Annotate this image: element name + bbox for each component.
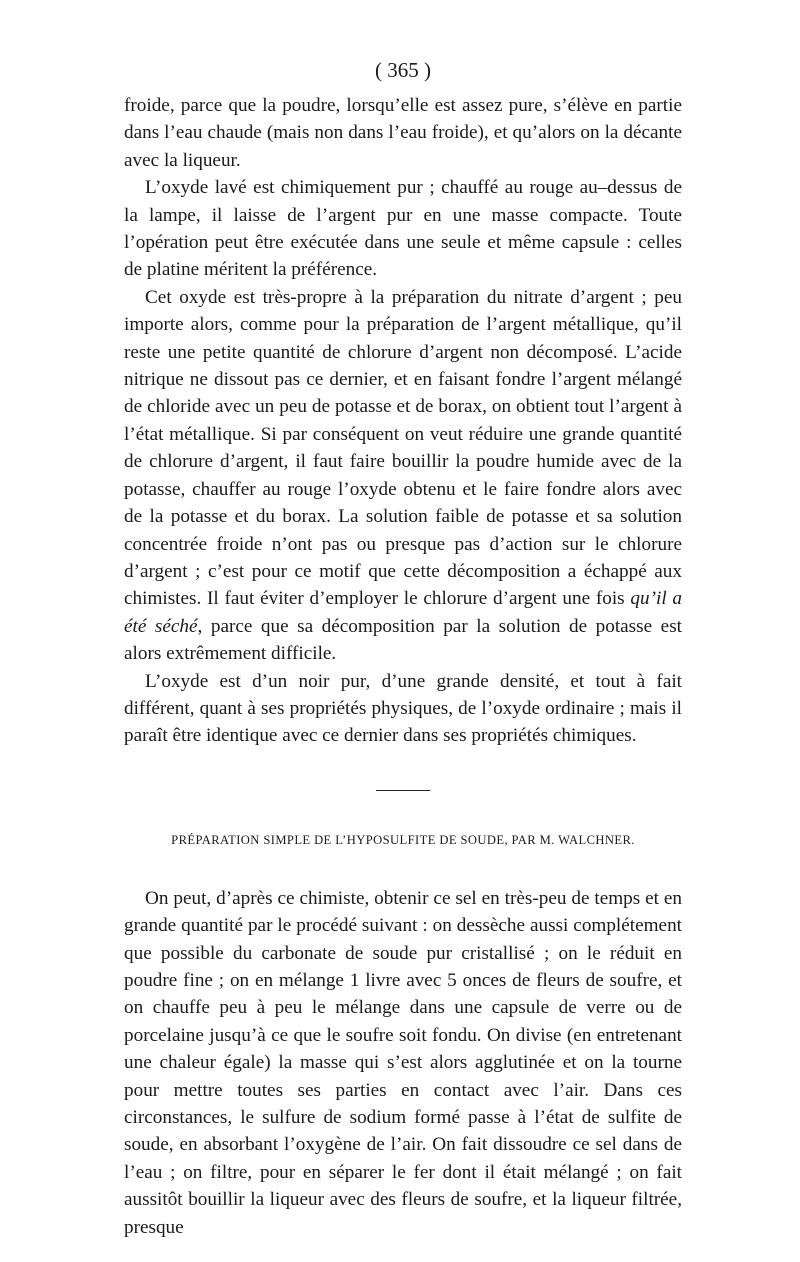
paragraph-hyposulfite-method: On peut, d’après ce chimiste, obtenir ce sel en très-peu de temps et en grande quantité par le procédé suivant : on dessèche aussi complétement que possible du carbonate de soude pur cristallisé ; on le réduit en poudre fine ; on en mélange 1 livre avec 5 onces de fleurs de soufre, et on chauffe peu à peu le mélange dans une capsule de verre ou de porcelaine jusqu’à ce que le soufre soit fondu. On divise (en entretenant une chaleur égale) la masse qui s’est alors agglutinée et on la tourne pour mettre toutes ses parties en contact avec l’air. Dans ces circonstances, le sulfure de sodium formé passe à l’état de sulfite de soude, en absorbant l’oxygène de l’air. On fait dissoudre ce sel dans de l’eau ; on filtre, pour en séparer le fer dont il était mélangé ; on fait aussitôt bouillir la liqueur avec des fleurs de soufre, et la liqueur filtrée, presque <box>124 887 682 1238</box>
page-number: ( 365 ) <box>375 58 431 82</box>
paragraph-nitrate-preparation <box>124 284 682 668</box>
paragraph-text: Cet oxyde est très-propre à la préparation du nitrate d’argent ; peu importe alors, comme pour la préparation de l’argent métallique, qu’il reste une petite quantité de chlorure d’argent non décomposé. L’acide nitrique ne dissout pas ce dernier, et en faisant fondre l’argent mélangé de chloride avec un peu de potasse et de borax, on obtient tout l’argent à l’état métallique. Si par conséquent on veut réduire une grande quantité de chlorure d’argent, il faut faire bouillir la poudre humide avec de la potasse, chauffer au rouge l’oxyde obtenu et le faire fondre alors avec de la potasse et du borax. La solution faible de potasse et sa solution concentrée froide n’ont pas ou presque pas d’action sur le chlorure d’argent ; c’est pour ce motif que cette décomposition a échappé aux chimistes. Il faut éviter d’employer le chlorure d’argent une fois <box>124 286 682 610</box>
paragraph-oxide-purity: L’oxyde lavé est chimiquement pur ; chauffé au rouge au–dessus de la lampe, il laisse de l’argent pur en une masse compacte. Toute l’opération peut être exécutée dans une seule et même capsule : celles de platine méritent la préférence. <box>124 177 682 281</box>
book-page <box>124 58 682 1241</box>
paragraph-oxide-properties: L’oxyde est d’un noir pur, d’une grande densité, et tout à fait différent, quant à ses propriétés physiques, de l’oxyde ordinaire ; mais il paraît être identique avec ce dernier dans ses propriétés chimiques. <box>124 670 682 747</box>
italic-phrase: qu’il a été séché <box>124 588 683 637</box>
paragraph-text: , parce que sa décomposition par la solution de potasse est alors extrêmement difficile. <box>124 615 682 665</box>
section-title: PRÉPARATION SIMPLE DE L’HYPOSULFITE DE SOUDE, PAR M. WALCHNER. <box>171 832 635 847</box>
section-divider <box>376 790 430 791</box>
paragraph-continued: froide, parce que la poudre, lorsqu’elle est assez pure, s’élève en partie dans l’eau chaude (mais non dans l’eau froide), et qu’alors on la décante avec la liqueur. <box>124 95 682 171</box>
